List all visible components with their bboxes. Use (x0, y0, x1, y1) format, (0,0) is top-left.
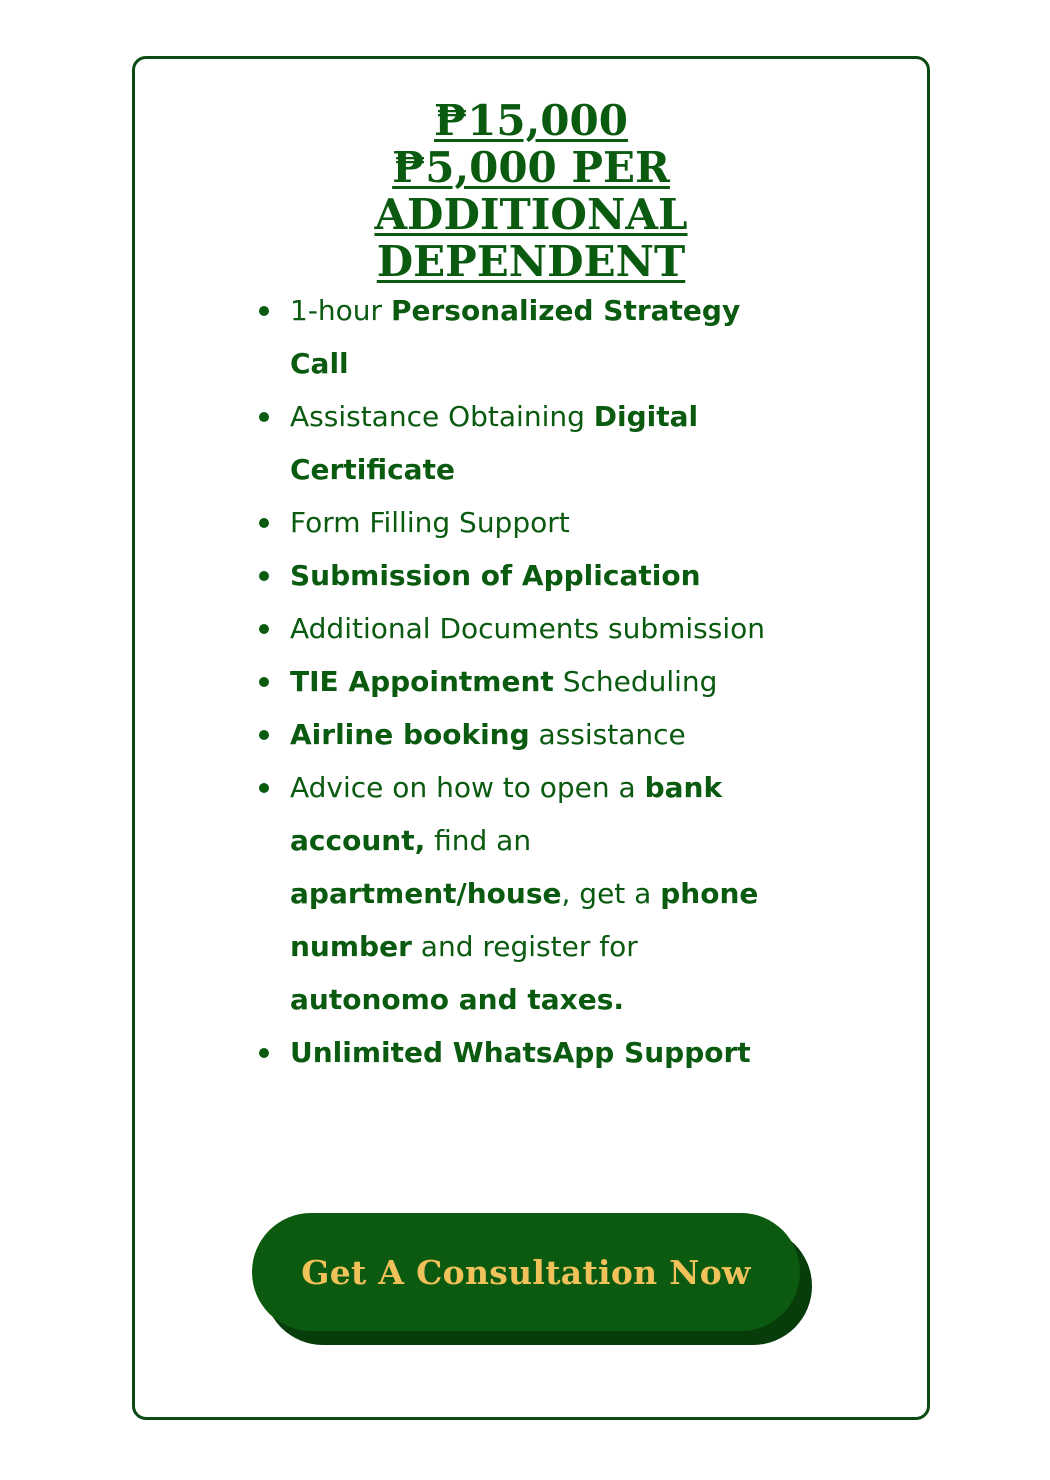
feature-item (285, 496, 805, 549)
feature-highlight: phone number (290, 877, 759, 963)
feature-highlight: Airline booking (290, 718, 530, 751)
feature-text: find an (425, 824, 532, 857)
feature-highlight: Digital Certificate (290, 400, 699, 486)
feature-highlight: apartment/house (290, 877, 562, 910)
cta-container (252, 1213, 816, 1345)
feature-text: and register for (411, 930, 638, 963)
feature-item (285, 655, 805, 708)
feature-text: Advice on how to open a (290, 771, 645, 804)
feature-text: assistance (529, 718, 686, 751)
price-heading (135, 97, 927, 285)
feature-text: 1-hour (290, 294, 391, 327)
feature-highlight: bank account, (290, 771, 723, 857)
feature-text: , get a (561, 877, 661, 910)
feature-item (285, 1026, 805, 1079)
feature-text: Scheduling (553, 665, 718, 698)
feature-highlight: Submission of Application (290, 559, 701, 592)
feature-text: Form Filling Support (290, 506, 570, 539)
feature-list (285, 284, 805, 1079)
feature-item (285, 390, 805, 496)
feature-item (285, 602, 805, 655)
feature-highlight: Unlimited WhatsApp Support (290, 1036, 751, 1069)
pricing-card (132, 56, 930, 1420)
feature-item (285, 549, 805, 602)
feature-highlight: autonomo and taxes. (290, 983, 625, 1016)
feature-highlight: TIE Appointment (290, 665, 554, 698)
feature-item (285, 761, 805, 1026)
feature-item (285, 284, 805, 390)
main-price: ₱15,000 (434, 96, 628, 145)
feature-text: Additional Documents submission (290, 612, 766, 645)
feature-highlight: Personalized Strategy Call (290, 294, 741, 380)
get-consultation-button[interactable]: Get A Consultation Now (252, 1213, 800, 1331)
feature-text: Assistance Obtaining (290, 400, 594, 433)
dependent-price: ₱5,000 PER ADDITIONAL DEPENDENT (374, 143, 688, 286)
feature-item (285, 708, 805, 761)
